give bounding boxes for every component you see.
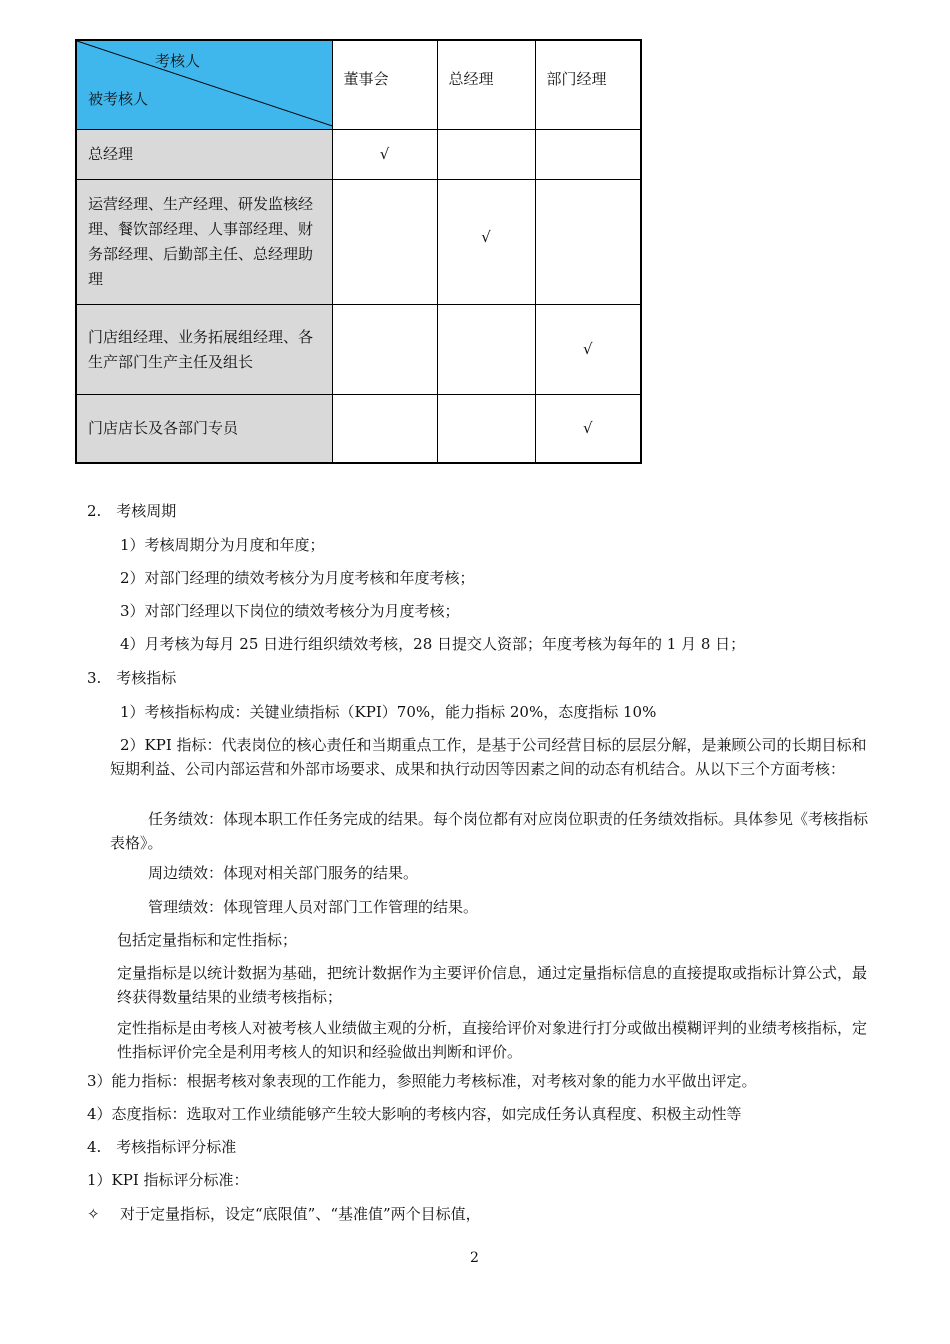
row-label: 运营经理、生产经理、研发监核经理、餐饮部经理、人事部经理、财务部经理、后勤部主任、总经理助理 bbox=[76, 180, 332, 305]
check-cell bbox=[437, 305, 535, 395]
bullet-text: 对于定量指标，设定“底限值”、“基准值”两个目标值， bbox=[120, 1205, 481, 1223]
peripheral-performance-text: 周边绩效：体现对相关部门服务的结果。 bbox=[148, 864, 419, 882]
page-number: 2 bbox=[470, 1250, 479, 1266]
kpi-paragraph: 2）KPI 指标：代表岗位的核心责任和当期重点工作，是基于公司经营目标的层层分解，是兼顾公司的长期目标和短期利益、公司内部运营和外部市场要求、成果和执行动因等因素之间的动态有机结合。从以下三个方面考核： bbox=[110, 736, 867, 778]
check-cell bbox=[437, 130, 535, 180]
quantitative-paragraph: 定量指标是以统计数据为基础，把统计数据作为主要评价信息，通过定量指标信息的直接提取或指标计算公式，最终获得数量结果的业绩考核指标； bbox=[117, 964, 868, 1006]
assessee-label: 被考核人 bbox=[88, 90, 149, 108]
section-3-title: 3. 考核指标 bbox=[87, 669, 177, 687]
kpi-scoring-heading: 1）KPI 指标评分标准： bbox=[87, 1171, 249, 1189]
row-label: 门店店长及各部门专员 bbox=[76, 395, 332, 463]
check-cell bbox=[437, 395, 535, 463]
attitude-indicator-text: 4）态度指标：选取对工作业绩能够产生较大影响的考核内容，如完成任务认真程度、积极主动性等 bbox=[87, 1105, 742, 1123]
list-item: 3）对部门经理以下岗位的绩效考核分为月度考核； bbox=[120, 602, 460, 620]
table-row bbox=[76, 395, 641, 463]
check-cell: √ bbox=[437, 180, 535, 305]
list-item: 1）考核指标构成：关键业绩指标（KPI）70%，能力指标 20%，态度指标 10% bbox=[120, 703, 657, 721]
section-2-title: 2. 考核周期 bbox=[87, 502, 177, 520]
column-header-dept-manager: 部门经理 bbox=[535, 40, 641, 130]
table-corner-header bbox=[76, 40, 332, 130]
check-cell bbox=[535, 130, 641, 180]
check-cell bbox=[535, 180, 641, 305]
check-cell bbox=[332, 180, 437, 305]
check-cell: √ bbox=[535, 305, 641, 395]
table-row bbox=[76, 180, 641, 305]
table-row bbox=[76, 130, 641, 180]
table-row bbox=[76, 305, 641, 395]
list-item: 2）对部门经理的绩效考核分为月度考核和年度考核； bbox=[120, 569, 475, 587]
diagonal-divider bbox=[77, 41, 332, 129]
check-cell bbox=[332, 395, 437, 463]
assessor-label: 考核人 bbox=[155, 52, 201, 70]
qualitative-paragraph: 定性指标是由考核人对被考核人业绩做主观的分析，直接给评价对象进行打分或做出模糊评判的业绩考核指标，定性指标评价完全是利用考核人的知识和经验做出判断和评价。 bbox=[117, 1019, 868, 1061]
section-4-title: 4. 考核指标评分标准 bbox=[87, 1138, 237, 1156]
row-label: 总经理 bbox=[76, 130, 332, 180]
assessment-matrix-table bbox=[75, 39, 642, 464]
diamond-bullet-icon: ✧ bbox=[87, 1205, 100, 1223]
management-performance-text: 管理绩效：体现管理人员对部门工作管理的结果。 bbox=[148, 898, 479, 916]
column-header-gm: 总经理 bbox=[437, 40, 535, 130]
ability-indicator-text: 3）能力指标：根据考核对象表现的工作能力，参照能力考核标准，对考核对象的能力水平做出评定。 bbox=[87, 1072, 757, 1090]
includes-text: 包括定量指标和定性指标； bbox=[117, 931, 298, 949]
list-item: 1）考核周期分为月度和年度； bbox=[120, 536, 325, 554]
column-header-board: 董事会 bbox=[332, 40, 437, 130]
task-performance-paragraph: 任务绩效：体现本职工作任务完成的结果。每个岗位都有对应岗位职责的任务绩效指标。具体参见《考核指标表格》。 bbox=[110, 810, 869, 852]
check-cell: √ bbox=[332, 130, 437, 180]
check-cell bbox=[332, 305, 437, 395]
check-cell: √ bbox=[535, 395, 641, 463]
list-item: 4）月考核为每月 25 日进行组织绩效考核，28 日提交人资部；年度考核为每年的 1 月 8 日； bbox=[120, 635, 746, 653]
row-label: 门店组经理、业务拓展组经理、各生产部门生产主任及组长 bbox=[76, 305, 332, 395]
